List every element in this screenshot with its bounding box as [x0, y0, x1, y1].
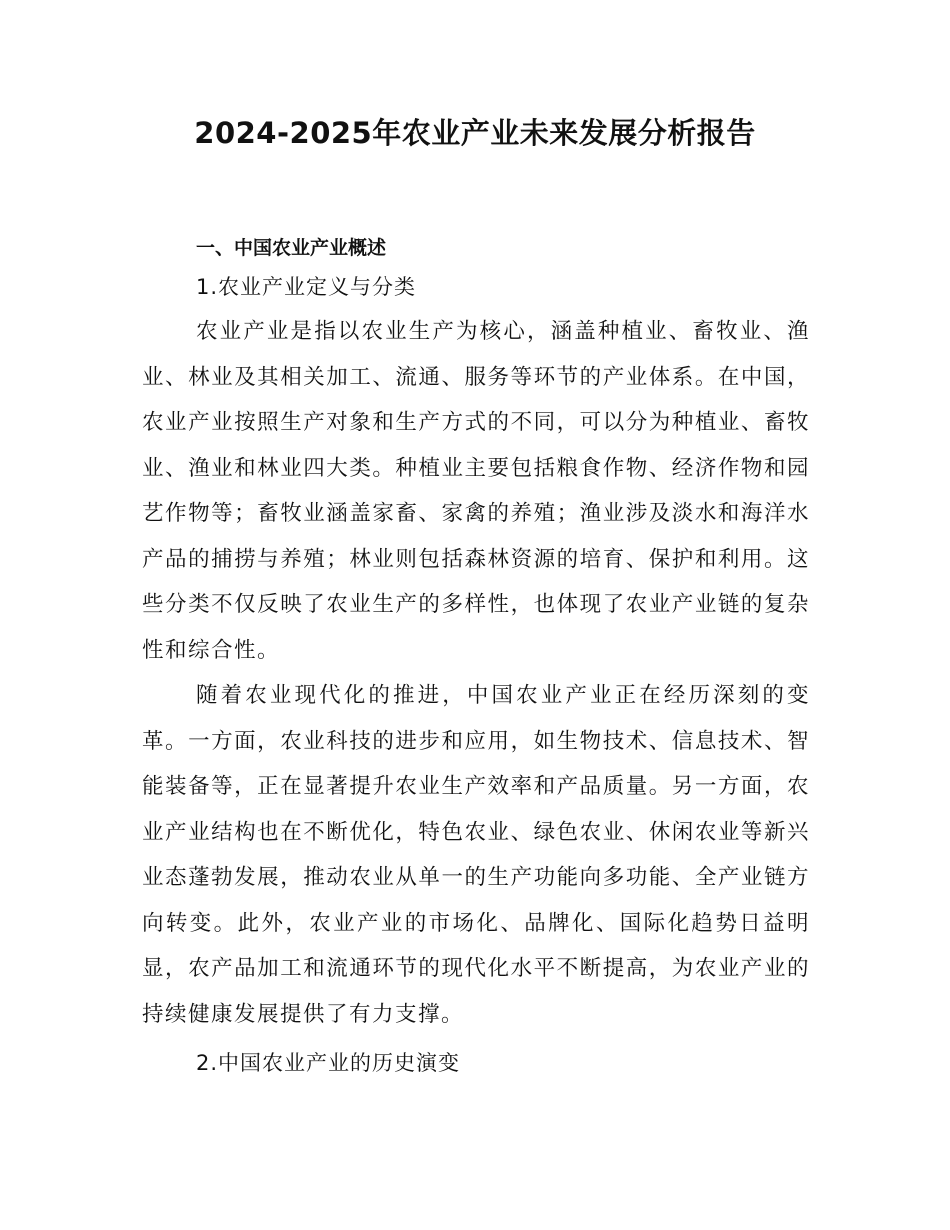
document-body — [142, 231, 810, 1085]
paragraph-definition: 农业产业是指以农业生产为核心，涵盖种植业、畜牧业、渔业、林业及其相关加工、流通、服务等环节的产业体系。在中国，农业产业按照生产对象和生产方式的不同，可以分为种植业、畜牧业、渔业和林业四大类。种植业主要包括粮食作物、经济作物和园艺作物等；畜牧业涵盖家畜、家禽的养殖；渔业涉及淡水和海洋水产品的捕捞与养殖；林业则包括森林资源的培育、保护和利用。这些分类不仅反映了农业生产的多样性，也体现了农业产业链的复杂性和综合性。 — [142, 319, 810, 663]
subsection-heading-definition: 1.农业产业定义与分类 — [196, 275, 417, 299]
document-title: 2024-2025年农业产业未来发展分析报告 — [194, 116, 756, 150]
paragraph-modernization: 随着农业现代化的推进，中国农业产业正在经历深刻的变革。一方面，农业科技的进步和应用，如生物技术、信息技术、智能装备等，正在显著提升农业生产效率和产品质量。另一方面，农业产业结构也在不断优化，特色农业、绿色农业、休闲农业等新兴业态蓬勃发展，推动农业从单一的生产功能向多功能、全产业链方向转变。此外，农业产业的市场化、品牌化、国际化趋势日益明显，农产品加工和流通环节的现代化水平不断提高，为农业产业的持续健康发展提供了有力支撑。 — [142, 683, 810, 1027]
subsection-heading-history: 2.中国农业产业的历史演变 — [196, 1051, 461, 1075]
section-heading: 一、中国农业产业概述 — [196, 237, 387, 259]
